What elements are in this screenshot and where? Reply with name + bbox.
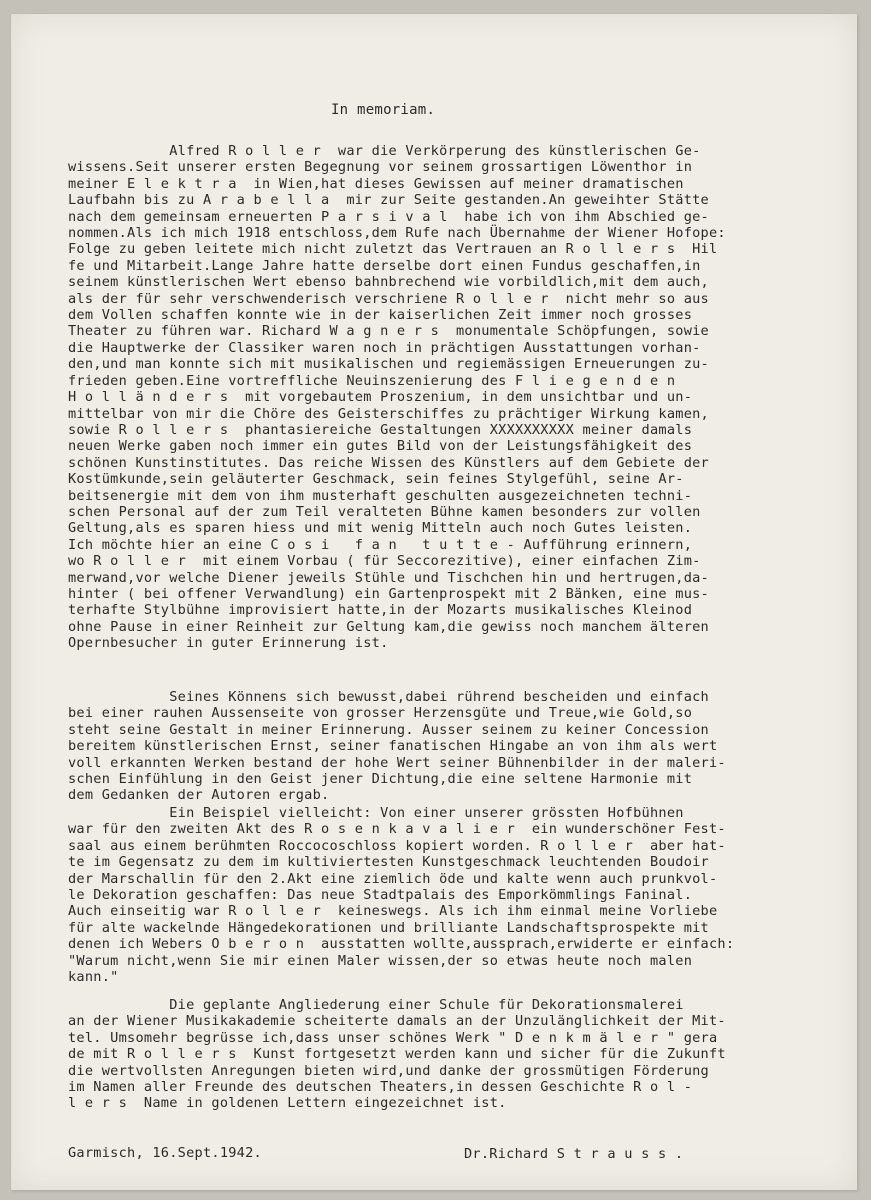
text-line: der Marschallin für den 2.Akt eine ziemlich öde und kalte wenn auch prunkvol- (68, 870, 718, 887)
text-line: die wertvollsten Anregungen bieten wird,und danke der grossmütigen Förderung (68, 1062, 709, 1079)
text-line: fe und Mitarbeit.Lange Jahre hatte derselbe dort einen Fundus geschaffen,in (68, 257, 701, 274)
text-line: wo R o l l e r mit einem Vorbau ( für Seccorezitive), einer einfachen Zim- (68, 553, 701, 570)
text-line: beitsenergie mit dem von ihm musterhaft geschulten ausgezeichneten techni- (68, 487, 693, 504)
text-line: Auch einseitig war R o l l e r keineswegs. Als ich ihm einmal meine Vorliebe (68, 903, 718, 920)
text-line: bereitem künstlerischen Ernst, seiner fanatischen Hingabe an von ihm als wert (68, 738, 718, 755)
text-line: schönen Kunstinstitutes. Das reiche Wissen des Künstlers auf dem Gebiete der (68, 454, 709, 471)
text-line: "Warum nicht,wenn Sie mir einen Maler wissen,der so etwas heute noch malen (68, 952, 693, 969)
paragraph-2 (68, 689, 726, 804)
signature-line: Dr.Richard S t r a u s s . (464, 1146, 684, 1162)
text-line: merwand,vor welche Diener jeweils Stühle und Tischchen hin und hertrugen,da- (68, 569, 709, 586)
text-line: Die geplante Angliederung einer Schule für Dekorationsmalerei (68, 997, 684, 1013)
text-line: denen ich Webers O b e r o n ausstatten wollte,aussprach,erwiderte er einfach: (68, 936, 735, 953)
text-line: Folge zu geben leitete mich nicht zuletzt das Vertrauen an R o l l e r s Hil (68, 241, 718, 258)
text-line: terhafte Stylbühne improvisiert hatte,in der Mozarts musikalisches Kleinod (68, 602, 693, 619)
text-line: Alfred R o l l e r war die Verkörperung des künstlerischen Ge- (68, 143, 701, 159)
text-line: wissens.Seit unserer ersten Begegnung vor seinem grossartigen Löwenthor in (68, 159, 693, 176)
text-line: dem Gedanken der Autoren ergab. (68, 787, 330, 804)
text-line: hinter ( bei offener Verwandlung) ein Gartenprospekt mit 2 Bänken, eine mus- (68, 585, 709, 602)
text-line: schen Personal auf der zum Teil veralteten Bühne kamen besonders zur vollen (68, 503, 701, 520)
text-line: den,und man konnte sich mit musikalischen und regiemässigen Erneuerungen zu- (68, 356, 709, 373)
text-line: nommen.Als ich mich 1918 entschloss,dem Rufe nach Übernahme der Wiener Hofope: (68, 225, 726, 242)
text-line: meiner E l e k t r a in Wien,hat dieses Gewissen auf meiner dramatischen (68, 175, 684, 192)
paragraph-3 (68, 805, 734, 985)
text-line: te im Gegensatz zu dem im kultiviertesten Kunstgeschmack leuchtenden Boudoir (68, 854, 709, 871)
text-line: ohne Pause in einer Reinheit zur Geltung kam,die gewiss noch manchem älteren (68, 618, 709, 635)
text-line: dem Vollen schaffen konnte wie in der kaiserlichen Zeit immer noch grosses (68, 307, 693, 324)
text-line: le Dekoration geschaffen: Das neue Stadtpalais des Emporkömmlings Faninal. (68, 887, 693, 904)
text-line: schen Einfühlung in den Geist jener Dichtung,die eine seltene Harmonie mit (68, 771, 693, 788)
text-line: Ein Beispiel vielleicht: Von einer unserer grössten Hofbühnen (68, 805, 684, 821)
text-line: war für den zweiten Akt des R o s e n k a v a l i e r ein wunderschöner Fest- (68, 821, 726, 838)
text-line: nach dem gemeinsam erneuerten P a r s i v a l habe ich von ihm Abschied ge- (68, 208, 709, 225)
text-line: Opernbesucher in guter Erinnerung ist. (68, 635, 389, 652)
document-title: In memoriam. (331, 102, 436, 118)
text-line: steht seine Gestalt in meiner Erinnerung. Ausser seinem zu keiner Concession (68, 721, 709, 738)
text-line: Geltung,als es sparen hiess und mit wenig Mitteln auch noch Gutes leisten. (68, 520, 693, 537)
text-line: kann." (68, 969, 119, 986)
text-line: Laufbahn bis zu A r a b e l l a mir zur Seite gestanden.An geweihter Stätte (68, 192, 709, 209)
text-line: neuen Werke gaben noch immer ein gutes Bild von der Leistungsfähigkeit des (68, 438, 693, 455)
text-line: bei einer rauhen Aussenseite von grosser Herzensgüte und Treue,wie Gold,so (68, 705, 693, 722)
paragraph-1 (68, 143, 726, 652)
text-line: mittelbar von mir die Chöre des Geisterschiffes zu prächtiger Wirkung kamen, (68, 405, 709, 422)
typewritten-page (11, 14, 857, 1190)
text-line: frieden geben.Eine vortreffliche Neuinszenierung des F l i e g e n d e n (68, 372, 676, 389)
text-line: Seines Könnens sich bewusst,dabei rührend bescheiden und einfach (68, 689, 709, 705)
text-line: saal aus einem berühmten Roccocoschloss kopiert worden. R o l l e r aber hat- (68, 837, 726, 854)
text-line: H o l l ä n d e r s mit vorgebautem Proszenium, in dem unsichtbar und un- (68, 389, 693, 406)
date-line: Garmisch, 16.Sept.1942. (68, 1145, 262, 1161)
text-line: sowie R o l l e r s phantasiereiche Gestaltungen XXXXXXXXXX meiner damals (68, 421, 693, 438)
text-line: voll erkannten Werken bestand der hohe Wert seiner Bühnenbilder in der maleri- (68, 754, 726, 771)
paragraph-4 (68, 997, 726, 1112)
text-line: als der für sehr verschwenderisch verschriene R o l l e r nicht mehr so aus (68, 290, 709, 307)
text-line: die Hauptwerke der Classiker waren noch in prächtigen Ausstattungen vorhan- (68, 339, 701, 356)
text-line: für alte wackelnde Hängedekorationen und brilliante Landschaftsprospekte mit (68, 919, 709, 936)
text-line: Ich möchte hier an eine C o s i f a n t u t t e - Aufführung erinnern, (68, 536, 693, 553)
text-line: Theater zu führen war. Richard W a g n e r s monumentale Schöpfungen, sowie (68, 323, 709, 340)
text-line: an der Wiener Musikakademie scheiterte damals an der Unzulänglichkeit der Mit- (68, 1013, 726, 1030)
text-line: l e r s Name in goldenen Lettern eingezeichnet ist. (68, 1095, 507, 1112)
text-line: im Namen aller Freunde des deutschen Theaters,in dessen Geschichte R o l - (68, 1079, 693, 1096)
text-line: tel. Umsomehr begrüsse ich,dass unser schönes Werk " D e n k m ä l e r " gera (68, 1029, 718, 1046)
text-line: Kostümkunde,sein geläuterter Geschmack, sein feines Stylgefühl, seine Ar- (68, 471, 684, 488)
text-line: de mit R o l l e r s Kunst fortgesetzt werden kann und sicher für die Zukunft (68, 1046, 726, 1063)
text-line: seinem künstlerischen Wert ebenso bahnbrechend wie vorbildlich,mit dem auch, (68, 274, 709, 291)
